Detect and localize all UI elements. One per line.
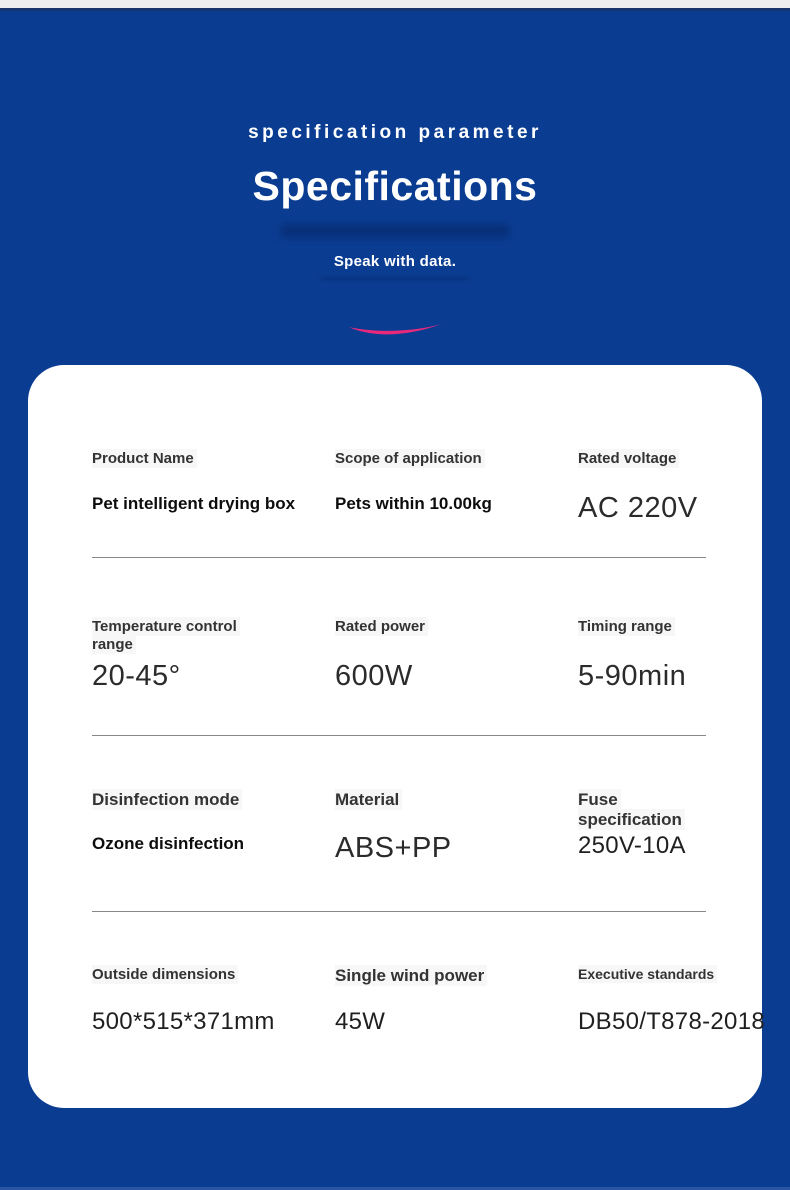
spec-row-1: [92, 365, 706, 558]
spec-rated-power: [335, 618, 578, 735]
spec-label: Product Name: [92, 450, 277, 492]
page-title: Specifications: [252, 163, 538, 209]
spec-rated-voltage: [578, 450, 706, 557]
spec-scope-of-application: [335, 450, 578, 557]
spec-material: [335, 790, 578, 911]
section-kicker: specification parameter: [248, 122, 542, 143]
faint-underline: [320, 277, 470, 280]
spec-label: Single wind power: [335, 966, 520, 1008]
spec-row-2: [92, 558, 706, 736]
pink-swoosh-decoration: [347, 320, 443, 340]
spec-outside-dimensions: [92, 966, 335, 1082]
spec-label: Rated voltage: [578, 450, 706, 492]
spec-value: Pets within 10.00kg: [335, 494, 492, 513]
spec-value: 20-45°: [92, 660, 181, 692]
spec-label: Material: [335, 790, 520, 832]
spec-temperature-control-range: [92, 618, 335, 735]
spec-label: Disinfection mode: [92, 790, 277, 832]
spec-value: Pet intelligent drying box: [92, 494, 296, 513]
spec-fuse-specification: [578, 790, 706, 911]
spec-label: Temperature control range: [92, 618, 277, 660]
top-light-strip: [0, 0, 790, 8]
spec-grid: [92, 365, 765, 1108]
spec-disinfection-mode: [92, 790, 335, 911]
spec-value: 45W: [335, 1008, 386, 1035]
spec-row-3: [92, 736, 706, 912]
spec-card: [28, 365, 765, 1108]
spec-value: ABS+PP: [335, 832, 452, 864]
spec-value: 500*515*371mm: [92, 1008, 275, 1035]
spec-value: Ozone disinfection: [92, 834, 245, 853]
spec-label: Timing range: [578, 618, 706, 660]
spec-label: Fuse specification: [578, 790, 706, 832]
spec-value: DB50/T878-2018: [578, 1008, 765, 1035]
spec-value: 250V-10A: [578, 832, 686, 859]
spec-row-4: [92, 912, 765, 1082]
spec-single-wind-power: [335, 966, 578, 1082]
top-navy-line: [0, 8, 790, 11]
spec-value: 5-90min: [578, 660, 687, 692]
tagline: Speak with data.: [333, 253, 457, 270]
spec-value: AC 220V: [578, 492, 698, 524]
spec-executive-standards: [578, 966, 765, 1082]
faint-watermark-text: [280, 224, 510, 238]
spec-timing-range: [578, 618, 706, 735]
spec-value: 600W: [335, 660, 413, 692]
spec-label: Rated power: [335, 618, 520, 660]
spec-label: Scope of application: [335, 450, 520, 492]
spec-label: Executive standards: [578, 966, 763, 1008]
spec-product-name: [92, 450, 335, 557]
spec-label: Outside dimensions: [92, 966, 277, 1008]
